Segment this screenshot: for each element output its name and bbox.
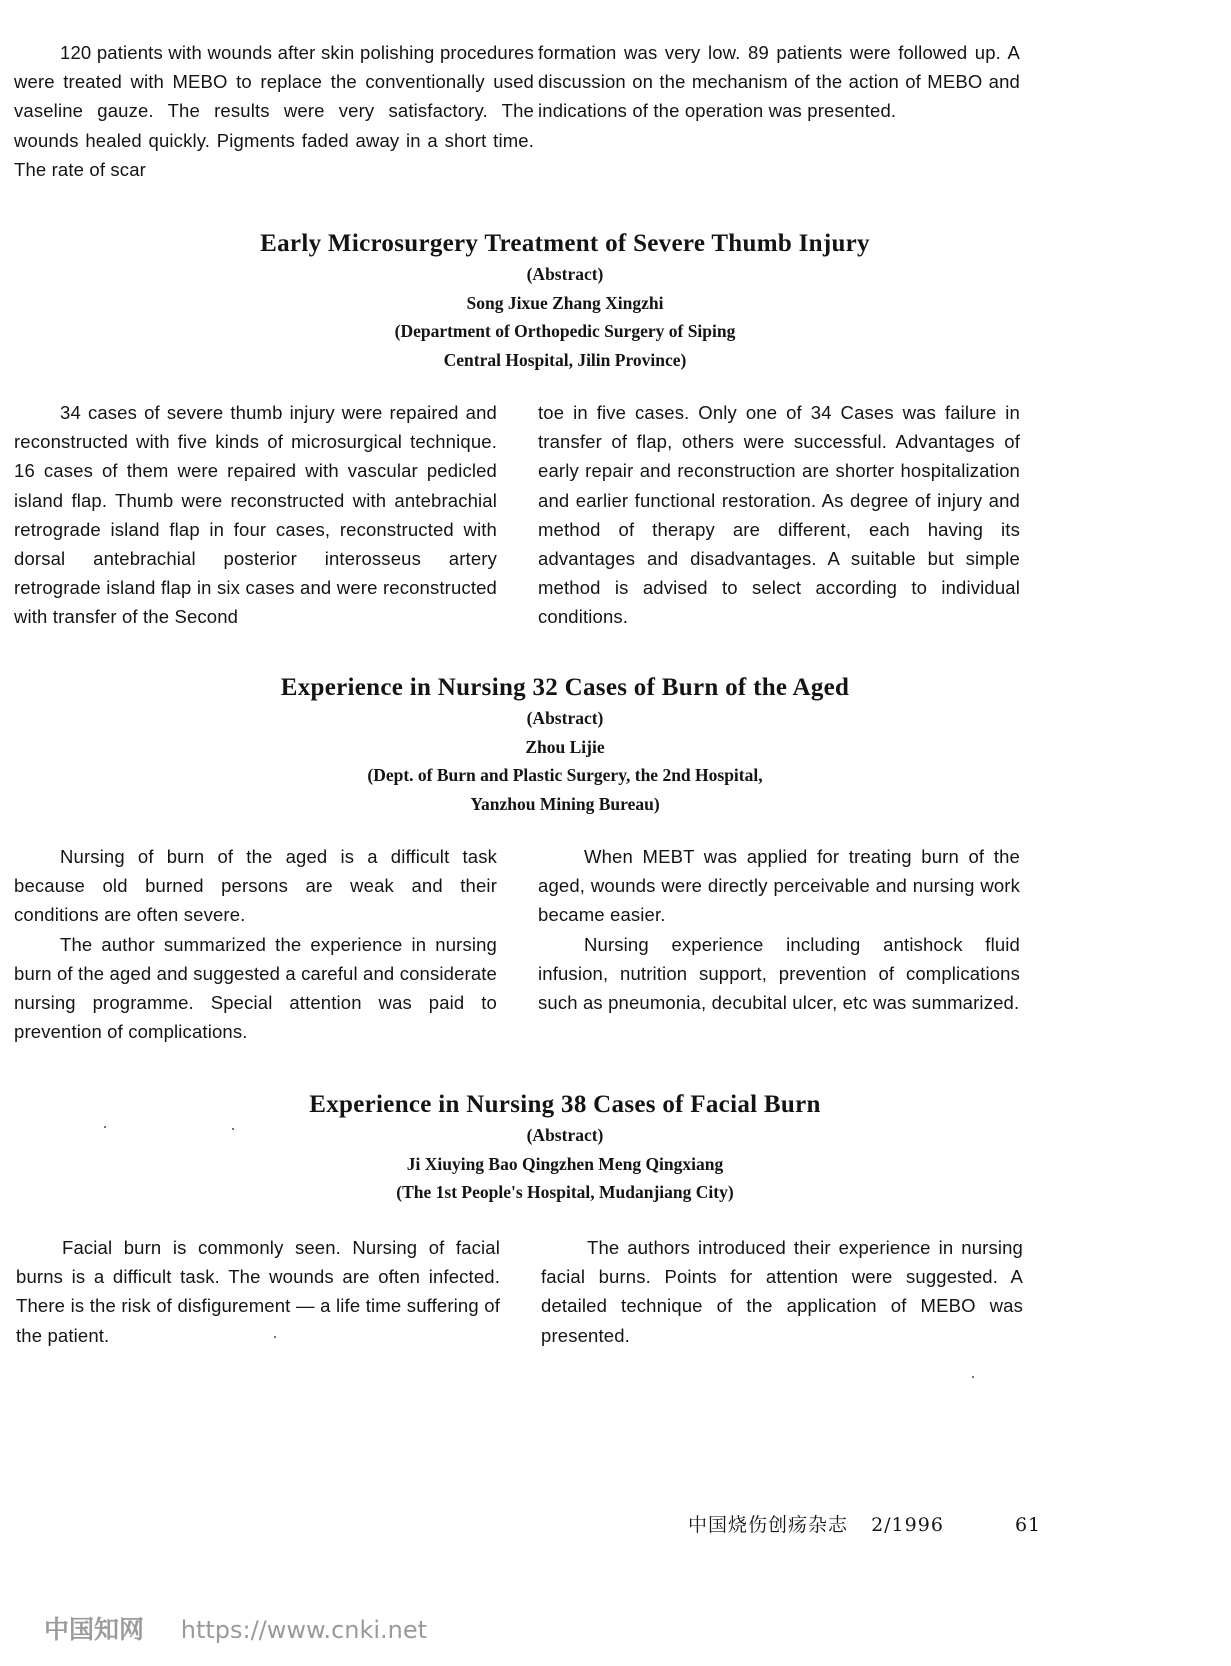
article-authors: Ji Xiuying Bao Qingzhen Meng Qingxiang: [406, 1153, 724, 1174]
scan-speck: [972, 1376, 974, 1378]
journal-name: 中国烧伤创疡杂志: [688, 1514, 849, 1536]
intro-right-text: formation was very low. 89 patients were followed up. A discussion on the mechanism of the action of MEBO and indications of the operation was presented.: [538, 42, 1020, 122]
article-3-left-text: Facial burn is commonly seen. Nursing of facial burns is a difficult task. The wounds are often infected. There is the risk of disfigurement — a life time suffering of the patient.: [16, 1237, 500, 1346]
article-2-right-text: When MEBT was applied for treating burn of the aged, wounds were directly perceivable and nursing work became easier.: [538, 846, 1020, 926]
article-2-header: [0, 672, 1130, 818]
article-affiliation: (Dept. of Burn and Plastic Surgery, the 2nd Hospital,: [367, 765, 763, 785]
article-3-left-column: [16, 1233, 500, 1350]
article-affiliation: Central Hospital, Jilin Province): [443, 349, 687, 370]
cnki-url: https://www.cnki.net: [180, 1616, 428, 1644]
page-number: 61: [1014, 1514, 1042, 1536]
article-affiliation: (Department of Orthopedic Surgery of Siping: [394, 321, 736, 341]
article-1-right-column: [538, 398, 1020, 632]
intro-left-column: [14, 38, 534, 184]
article-affiliation: Yanzhou Mining Bureau): [470, 793, 660, 814]
abstract-label: (Abstract): [526, 1125, 604, 1145]
cnki-watermark: [44, 1610, 427, 1646]
abstract-label: (Abstract): [526, 264, 604, 284]
scan-speck: [104, 1126, 106, 1128]
article-2-left-text: Nursing of burn of the aged is a difficult task because old burned persons are weak and their conditions are often severe.: [14, 846, 497, 926]
article-1-left-column: [14, 398, 497, 632]
article-affiliation: (The 1st People's Hospital, Mudanjiang City): [396, 1182, 734, 1202]
article-title: Experience in Nursing 32 Cases of Burn of the Aged: [280, 674, 850, 701]
scan-speck: [274, 1336, 276, 1338]
abstract-label: (Abstract): [526, 708, 604, 728]
article-title: Experience in Nursing 38 Cases of Facial Burn: [309, 1091, 821, 1118]
cnki-logo: 中国知网: [44, 1615, 145, 1644]
article-2-right-text: Nursing experience including antishock fluid infusion, nutrition support, prevention of complications such as pneumonia, decubital ulcer, etc was summarized.: [538, 933, 1020, 1014]
page-footer: [688, 1510, 1041, 1537]
article-authors: Zhou Lijie: [525, 736, 605, 757]
intro-right-column: [538, 38, 1020, 126]
article-title: Early Microsurgery Treatment of Severe Thumb Injury: [260, 230, 870, 257]
article-3-right-text: The authors introduced their experience in nursing facial burns. Points for attention were suggested. A detailed technique of the application of MEBO was presented.: [541, 1237, 1023, 1346]
article-authors: Song Jixue Zhang Xingzhi: [466, 292, 664, 313]
article-2-left-text: The author summarized the experience in nursing burn of the aged and suggested a careful and considerate nursing programme. Special attention was paid to prevention of complications.: [14, 933, 497, 1043]
article-1-header: [0, 228, 1130, 374]
article-2-left-column: [14, 842, 497, 1046]
article-1-left-text: 34 cases of severe thumb injury were repaired and reconstructed with five kinds of microsurgical technique. 16 cases of them were repaired with vascular pedicled island flap. Thumb were reconstructed with antebrachial retrograde island flap in four cases, reconstructed with dorsal antebrachial posterior interosseus artery retrograde island flap in six cases and were reconstructed with transfer of the Second: [14, 402, 497, 628]
article-3-header: [0, 1089, 1130, 1207]
article-1-right-text: toe in five cases. Only one of 34 Cases was failure in transfer of flap, others were successful. Advantages of early repair and reconstruction are shorter hospitalization and earlier functional restoration. As degree of injury and method of therapy are different, each having its advantages and disadvantages. A suitable but simple method is advised to select according to individual conditions.: [538, 402, 1020, 628]
article-2-right-column: [538, 842, 1020, 1017]
article-3-right-column: [541, 1233, 1023, 1350]
intro-left-text: 120 patients with wounds after skin polishing procedures were treated with MEBO to replace the conventionally used vaseline gauze. The results were very satisfactory. The wounds healed quickly. Pigments faded away in a short time. The rate of scar: [14, 42, 534, 180]
scan-speck: [232, 1128, 234, 1130]
journal-issue: 2/1996: [871, 1514, 944, 1536]
